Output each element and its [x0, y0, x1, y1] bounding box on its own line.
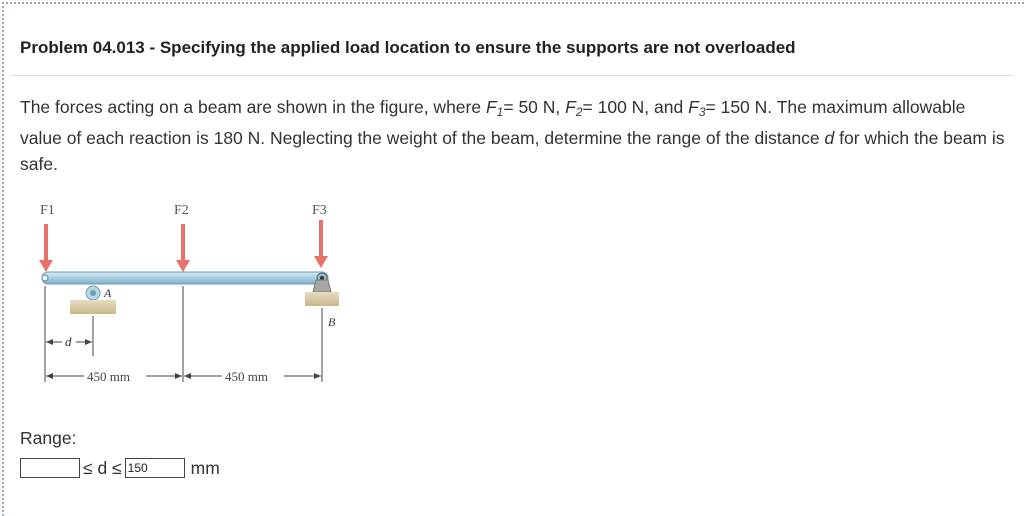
problem-text-end: for which the beam is safe.	[20, 128, 1005, 174]
support-b-label: B	[328, 315, 336, 329]
f1-subscript: 1	[496, 105, 504, 119]
beam-left-end-icon	[42, 275, 48, 281]
d-label: d	[65, 334, 72, 349]
f3-subscript: 3	[698, 105, 706, 119]
answer-row	[20, 456, 220, 480]
f1-value: = 50 N,	[503, 97, 566, 117]
f1-label: F1	[40, 203, 55, 218]
inequality-symbols: ≤ d ≤	[83, 457, 122, 478]
f1-arrow-icon	[39, 224, 53, 272]
problem-title: Problem 04.013 - Specifying the applied load location to ensure the supports are not overloaded	[20, 38, 796, 57]
f3-value: = 150 N. The maximum allowable value of each reaction is 180 N. Neglecting the weight of the beam, determine the range of the distance	[20, 97, 966, 148]
f2-value: = 100 N, and	[582, 97, 689, 117]
problem-statement	[20, 94, 1010, 177]
f3-arrow-icon	[314, 220, 328, 268]
beam	[42, 272, 328, 284]
f2-symbol: F	[565, 97, 576, 117]
problem-text-part: The forces acting on a beam are shown in the figure, where	[20, 97, 486, 117]
f2-subscript: 2	[575, 105, 583, 119]
f1-symbol: F	[485, 97, 497, 117]
f3-label: F3	[312, 203, 327, 218]
beam-figure	[30, 196, 350, 396]
support-a-label: A	[104, 286, 112, 300]
dim-left-label: 450 mm	[87, 369, 130, 384]
divider	[12, 75, 1012, 76]
f3-symbol: F	[688, 97, 699, 117]
unit-label: mm	[190, 457, 220, 478]
f2-arrow-icon	[176, 224, 190, 272]
f2-label: F2	[174, 203, 189, 218]
range-label: Range:	[20, 428, 77, 448]
lower-bound-input[interactable]	[20, 458, 80, 478]
upper-bound-input[interactable]: 150	[125, 458, 185, 478]
d-symbol: d	[824, 128, 835, 148]
dim-right-label: 450 mm	[225, 369, 268, 384]
